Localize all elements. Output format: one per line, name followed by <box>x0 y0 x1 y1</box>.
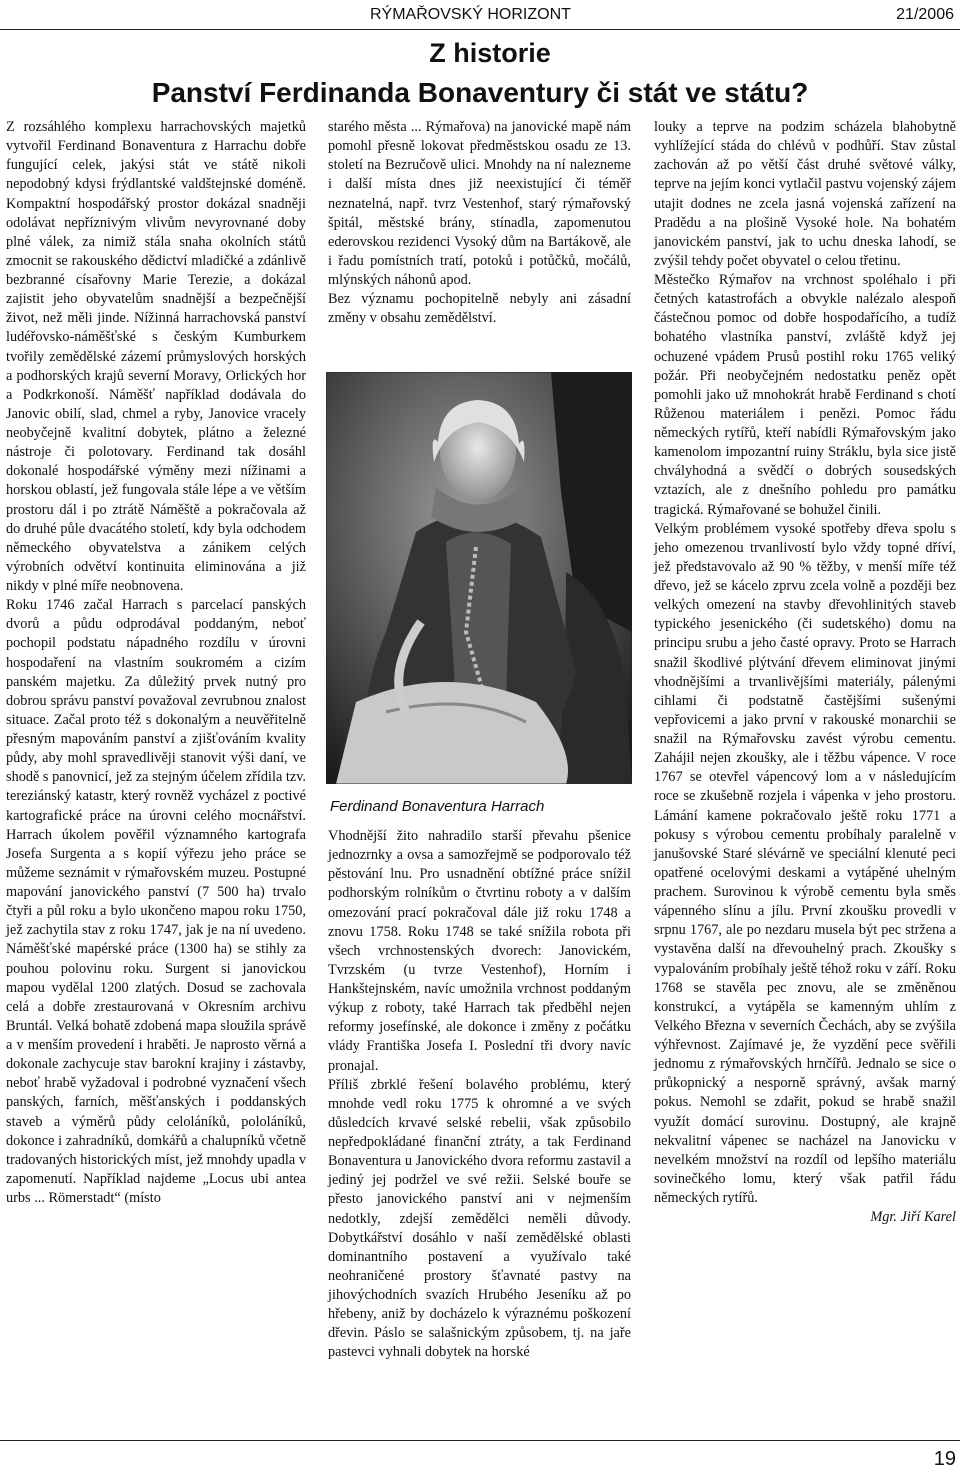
paragraph: Vhodnější žito nahradilo starší převahu pšenice jednozrnky a ovsa a samozřejmě se podporovalo též pěstování lnu. Pro usnadnění obtížné práce snížil podhorským rolníkům o čtvrtinu roboty a v dalším omezování prací pokračoval dále již roku 1748 a znovu 1758. Roku 1748 se také snížila robota při všech vrchnostenských dvorech: Janovickém, Tvrzském (u tvrze Vestenhof), Horním i Hankštejnském, navíc umožnila vrchnost poddaným výkup z roboty, také Harrach tak předběhl nejen reformy josefínské, ale dokonce i změny z počátku vlády Františka Josefa I. Poslední tři dvory navíc pronajal. <box>328 828 631 1074</box>
paragraph: Bez významu pochopitelně nebyly ani zásadní změny v obsahu zemědělství. <box>328 291 631 327</box>
column-2-bottom <box>328 827 631 1363</box>
paragraph: Městečko Rýmařov na vrchnost spoléhalo i při četných katastrofách a obvykle nalézalo alespoň částečnou pomoc od dobře hospodařícího, a tudíž bohatého vlastníka panství, zvláště když jej ochuzené vpádem Prusů postihl roku 1765 veliký požár. Při neobyčejném nedostatku peněz opět pomohli jako už mnohokrát hrabě Ferdinand s chotí Růženou materiálem i penězi. Pomoc řádu německých rytířů, kteří nabídli Rýmařovským jako kamenolom impozantní ruiny Stráklu, byla sice jistě chvályhodná a svědčí o dobrých sousedských vztazích, ale z dnešního pohledu pro památku tragická. Rýmařované se bohužel činili. <box>654 272 956 518</box>
publication-name: RÝMAŘOVSKÝ HORIZONT <box>370 6 571 23</box>
page-header <box>0 0 960 30</box>
paragraph: Velkým problémem vysoké spotřeby dřeva spolu s jeho omezenou trvanlivostí bylo vždy topné dříví, jež představovalo až 90 % těžby, v menší míře též dřevo, jež se kácelo zprvu zcela volně a později bez velkých omezení na stavby dřevohlinitých staveb typického jesenického (či sudetského) domu na principu srubu a jeho časté opravy. Proto se Harrach snažil škodlivé plýtvání dřevem eliminovat jinými vhodnějšími a trvanlivějšími materiály, pálenými cihlami či podstatně častějšími sušenými vepřovicemi a jako první v rakouské monarchii se snažil na Rýmařovsku zavést výrobu cementu. Zahájil nejen zkoušky, ale i těžbu vápence. V roce 1767 se otevřel vápencový lom a v následujícím roce se zkušebně rozjela i vápenka v jeho prostoru. Lámání kamene pokračovalo ještě roku 1771 a pokusy s výrobou cementu probíhaly paralelně v janušovské Staré slévárně ve speciální klenuté peci opatřené ocelovými deskami a vytápěné uhelným prachem. Surovinou k výrobě cementu byla směs vápenného slínu a jílu. První zkoušku provedli v srpnu 1767, ale po nezdaru musela být pec stržena a vystavěna další na dřevouhelný prach. Zkoušky s vypalováním probíhaly ještě téhož roku v září. Roku 1768 se stavěla pec znovu, ale se změněnou konstrukcí, a vytápěla se kamenným uhlím z Velkého Března v severních Čechách, aby se zvýšila výhřevnost. Zajímavé je, že vyzdění pece svěřili jednomu z rýmařovských hrnčířů. Jednalo se sice o průkopnický a nesporně správný, avšak marný pokus. Nemohl se zdařit, pokud se hrabě snažil využít domácí surovinu. Dostupný, ale krajně nekvalitní vápenec se nacházel na Janovicku v nevelkém množství na rozdíl od lepšího materiálu sovinečkého lomu, který však patřil řádu německých rytířů. <box>654 520 956 1206</box>
page-number: 19 <box>933 1448 956 1470</box>
paragraph: Roku 1746 začal Harrach s parcelací panských dvorů a půdu odprodával poddaným, neboť pochopil podstatu nápadného rozdílu v úrovni hospodaření na vlastním soukromém a cizím panském majetku. Za důležitý prvek nutný pro dobrou správu panství považoval zevrubnou znalost situace. Začal proto též s dokonalým a neuvěřitelně přesným mapováním panství a zjišťováním kvality půdy, aby mohl spravedlivěji stanovit výši daní, ve shodě s panovnicí, jež za stejným účelem zřídila tzv. tereziánský katastr, který rovněž vycházel z poctivé kartografické práce na úrovni celého mocnářství. Harrach úkolem pověřil významného kartografa Josefa Surgenta a s kopií výřezu jeho práce se můžeme seznámit v rýmařovském muzeu. Postupné mapování janovického panství (7 500 ha) trvalo čtyři a půl roku a bylo ukončeno mapou roku 1750, jež zachytila stav z roku 1747, jak je na ní uvedeno. Náměšťské mapérské práce (1300 ha) se stihly za pouhou polovinu roku. Surgent si janovickou mapou vydělal 1200 zlatých. Dosud se zachovala celá a dobře zrestaurovaná v Okresním archivu Bruntál. Velká bohatě zdobená mapa sloužila správě a v menším provedení i hraběti. Je naprosto věrná a dokonale zachycuje stav barokní krajiny i zástavby, neboť hrabě vyžadoval i podrobné vyznačení všech panských, farních, měšťanských i poddanských staveb a výměrů půdy celoláníků, pololáníků, dokonce i zahradníků, domkářů a chalupníků včetně tradovaných historických míst, jež mnohdy upadla v zapomenutí. Například najdeme „Locus ubi antea urbs ... Römerstadt“ (místo <box>6 597 306 1206</box>
paragraph: starého města ... Rýmařova) na janovické mapě nám pomohl přesně lokovat předměstskou osadu ze 13. století na Bezručově ulici. Mnohdy na ní nalezneme i další místa dnes již neexistující či téměř neznatelná, např. tvrz Vestenhof, starý rýmařovský špitál, městské brány, stínadla, zapomenutou ederovskou rezidenci Vysoký dům na Bartákově, ale i řadu pomístních tratí, potoků i potůčků, močálů, mlýnských náhonů apod. <box>328 119 631 288</box>
issue-number: 21/2006 <box>896 6 954 23</box>
paragraph: Příliš zbrklé řešení bolavého problému, který mnohde vedl roku 1775 k ohromné a ve svých důsledcích krvavé selské rebelii, však způsobilo nepředpokládané finanční ztráty, a tak Ferdinand Bonaventura u Janovického dvora reformu zastavil a jediný jej podržel ve své režii. Selské bouře se přesto janovického panství ani v nejmenším nedotkly, zdejší zemědělci neměli důvody. Dobytkářství dosáhlo v naší zemědělské oblasti dominantního postavení a využívalo také neohraničené prostory šťavnaté pastvy na jihovýchodních svazích Hrubého Jeseníku až po hřebeny, aniž by docházelo k výraznému poškození dřevin. Páslo se salašnickým způsobem, tj. na jaře pastevci vyhnali dobytek na horské <box>328 1076 631 1361</box>
paragraph: louky a teprve na podzim scházela blahobytně vyhlížející stáda do chlévů v podhůří. Stav zůstal zachován až po větší část druhé světové války, teprve na jejím konci vytlačil pastvu vojenský zájem utajit dodnes ne zcela jasná vojenská zařízení na Pradědu a na plošině Vysoké hole. Na bohatém janovickém panství, jak to uchu dneska lahodí, se zvýšil tehdy počet obyvatel o celou třetinu. <box>654 119 956 269</box>
article-title: Panství Ferdinanda Bonaventury či stát ve státu? <box>151 77 809 108</box>
column-2-top <box>328 118 631 328</box>
section-heading: Z historie <box>429 38 551 68</box>
footer-rule <box>0 1440 960 1441</box>
portrait-caption: Ferdinand Bonaventura Harrach <box>330 798 545 815</box>
column-3 <box>654 118 956 1227</box>
header-rule <box>0 29 960 30</box>
portrait-image <box>326 372 632 784</box>
column-1 <box>6 118 306 1208</box>
paragraph: Z rozsáhlého komplexu harrachovských majetků vytvořil Ferdinand Bonaventura z Harrachu dobře fungující celek, jakýsi stát ve státě nikoli nepodobný kdysi frýdlantské valdštejnské doméně. Kompaktní hospodářský prostor dokázal snadněji odolávat nepříznivým vlivům nevyrovnané doby plné válek, za nimiž stála snaha okolních států zmocnit se rakouského dědictví mladičké a zdánlivě bezbranné císařovny Marie Terezie, a dokázal zajistit jeho obyvatelům snadnější a bezpečnější život, než měli jinde. Nížinná harrachovská panství ludéřovsko-náměšťské s českým Kumburkem tvořily zemědělské zázemí průmyslových horských a podhorských krajů severní Moravy, Orlických hor a Podkrkonoší. Náměšť například dodávala do Janovic obilí, slad, chmel a ryby, Janovice vracely neobyčejně kvalitní dobytek, plátno a železné nástroje či polotovary. Ferdinand tak dosáhl dokonalé hospodářské výměny mezi nížinami a horskou oblastí, jež fungovala stále lépe a ve větším prostoru dál i po ztrátě Náměště a pokračovala až do druhé půle dvacátého století, kdy byla odchodem německého obyvatelstva a zánikem celých výrobních odvětví kontinuita eliminována a již nikdy v plné míře neobnovena. <box>6 119 306 594</box>
author-signature: Mgr. Jiří Karel <box>870 1209 956 1226</box>
